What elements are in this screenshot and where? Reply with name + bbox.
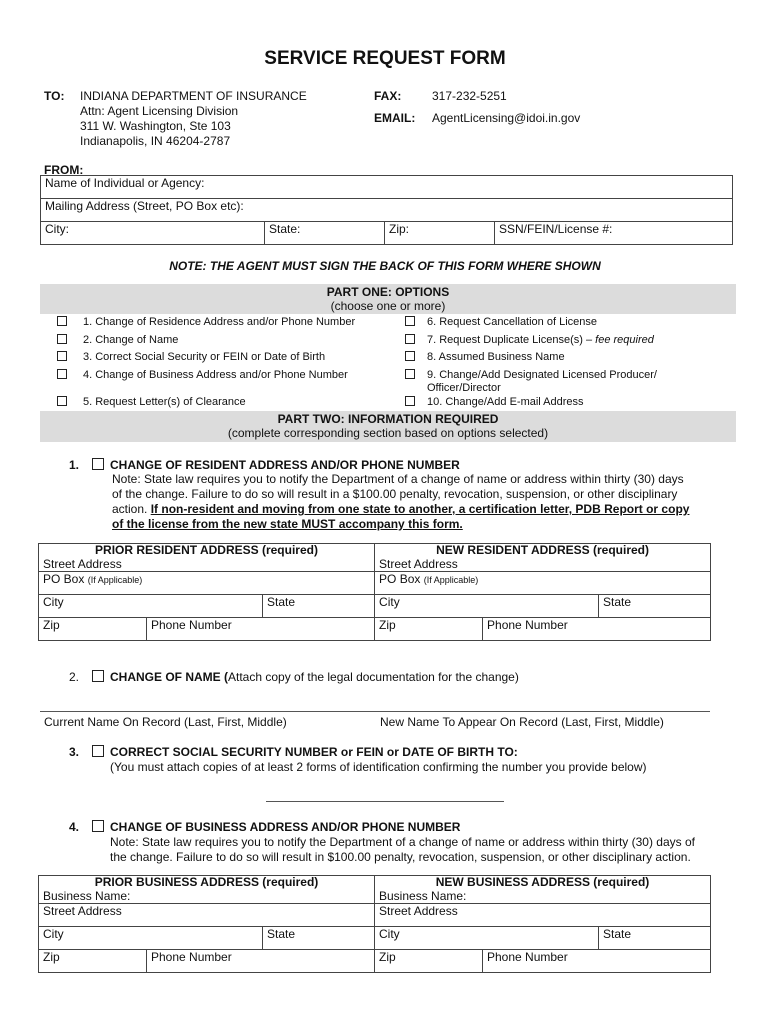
sec4-checkbox[interactable] — [92, 819, 104, 837]
prior-zip-cell[interactable]: Zip — [39, 618, 147, 641]
prior-pobox-cell[interactable]: PO Box (If Applicable) — [39, 572, 375, 595]
name-signature-line[interactable] — [40, 711, 710, 712]
new-biz-state-cell[interactable]: State — [599, 927, 711, 950]
part-two-subtitle: (complete corresponding section based on options selected) — [227, 426, 549, 440]
zip-field[interactable] — [385, 222, 495, 245]
name-label: Name of Individual or Agency: — [45, 176, 205, 190]
option-6-checkbox[interactable] — [405, 316, 415, 326]
prior-biz-city-cell[interactable]: City — [39, 927, 263, 950]
sec1-note-1: Note: State law requires you to notify the Department of a change of name or address within thirty (30) days — [112, 472, 684, 486]
from-table — [40, 175, 733, 245]
new-name-label: New Name To Appear On Record (Last, First, Middle) — [380, 715, 664, 729]
new-phone-cell[interactable]: Phone Number — [483, 618, 711, 641]
sec4-checkbox-box[interactable] — [92, 820, 104, 832]
to-line-3: 311 W. Washington, Ste 103 — [80, 119, 231, 133]
part-two-title: PART TWO: INFORMATION REQUIRED — [277, 412, 499, 426]
sec1-note-2: of the change. Failure to do so will result in a $100.00 penalty, revocation, suspension, or other disciplinary — [112, 487, 678, 501]
ssn-field[interactable] — [495, 222, 733, 245]
option-2-checkbox[interactable] — [57, 334, 67, 344]
prior-resident-head: PRIOR RESIDENT ADDRESS (required) — [95, 543, 318, 557]
option-9[interactable]: 9. Change/Add Designated Licensed Producer/ — [405, 369, 415, 383]
new-state-cell[interactable]: State — [599, 595, 711, 618]
sec3-checkbox[interactable] — [92, 744, 104, 762]
prior-business-cell[interactable] — [39, 876, 375, 904]
sec1-note-4: of the license from the new state MUST accompany this form. — [112, 517, 463, 531]
option-1-checkbox[interactable] — [57, 316, 67, 326]
part-one-title: PART ONE: OPTIONS — [326, 285, 450, 299]
part-one-subtitle: (choose one or more) — [330, 299, 446, 313]
sec1-checkbox-box[interactable] — [92, 458, 104, 470]
prior-state-cell[interactable]: State — [263, 595, 375, 618]
prior-resident-cell[interactable] — [39, 544, 375, 572]
new-business-name-label: Business Name: — [379, 889, 467, 903]
new-biz-street-cell[interactable]: Street Address — [375, 904, 711, 927]
option-7[interactable]: 7. Request Duplicate License(s) – fee required — [405, 334, 415, 348]
option-5-checkbox[interactable] — [57, 396, 67, 406]
sec2-number: 2. — [69, 670, 80, 684]
state-field[interactable] — [265, 222, 385, 245]
current-name-label: Current Name On Record (Last, First, Middle) — [44, 715, 287, 729]
sec1-heading: CHANGE OF RESIDENT ADDRESS AND/OR PHONE NUMBER — [110, 458, 460, 472]
fax-number: 317-232-5251 — [432, 89, 507, 103]
email-address: AgentLicensing@idoi.in.gov — [432, 111, 581, 125]
to-line-4: Indianapolis, IN 46204-2787 — [80, 134, 231, 148]
option-10[interactable]: 10. Change/Add E-mail Address — [405, 396, 415, 410]
new-biz-city-cell[interactable]: City — [375, 927, 599, 950]
new-business-cell[interactable] — [375, 876, 711, 904]
resident-address-table — [38, 543, 711, 641]
email-label: EMAIL: — [374, 111, 416, 125]
prior-street-label: Street Address — [43, 557, 122, 571]
city-field[interactable] — [41, 222, 265, 245]
sec2-heading: CHANGE OF NAME (Attach copy of the legal documentation for the change) — [110, 670, 519, 684]
name-field[interactable] — [41, 176, 733, 199]
mailing-label: Mailing Address (Street, PO Box etc): — [45, 199, 244, 213]
sec1-number: 1. — [69, 458, 80, 472]
city-label: City: — [45, 222, 69, 236]
sec3-number: 3. — [69, 745, 80, 759]
part-two-header — [40, 411, 736, 442]
sec4-heading: CHANGE OF BUSINESS ADDRESS AND/OR PHONE NUMBER — [110, 820, 461, 834]
sec3-heading: CORRECT SOCIAL SECURITY NUMBER or FEIN or DATE OF BIRTH TO: — [110, 745, 518, 759]
prior-biz-zip-cell[interactable]: Zip — [39, 950, 147, 973]
prior-business-head: PRIOR BUSINESS ADDRESS (required) — [94, 875, 319, 889]
to-label: TO: — [44, 89, 65, 103]
prior-city-cell[interactable]: City — [39, 595, 263, 618]
business-address-table — [38, 875, 711, 973]
sec3-note: (You must attach copies of at least 2 forms of identification confirming the number you provide below) — [110, 760, 647, 774]
new-business-head: NEW BUSINESS ADDRESS (required) — [435, 875, 650, 889]
mailing-field[interactable] — [41, 199, 733, 222]
option-9-line-2: Officer/Director — [427, 382, 501, 394]
sec4-note-1: Note: State law requires you to notify the Department of a change of name or address within thirty (30) days of — [110, 835, 695, 849]
new-city-cell[interactable]: City — [375, 595, 599, 618]
ssn-entry-line[interactable] — [266, 801, 504, 802]
option-4[interactable]: 4. Change of Business Address and/or Phone Number — [57, 369, 67, 383]
sec2-checkbox[interactable] — [92, 669, 104, 687]
prior-phone-cell[interactable]: Phone Number — [147, 618, 375, 641]
page-title: SERVICE REQUEST FORM — [264, 48, 506, 69]
option-6[interactable]: 6. Request Cancellation of License — [405, 316, 415, 330]
new-resident-cell[interactable] — [375, 544, 711, 572]
new-pobox-cell[interactable]: PO Box (If Applicable) — [375, 572, 711, 595]
prior-biz-street-cell[interactable]: Street Address — [39, 904, 375, 927]
option-3-checkbox[interactable] — [57, 351, 67, 361]
option-7-checkbox[interactable] — [405, 334, 415, 344]
option-9-checkbox[interactable] — [405, 369, 415, 379]
new-biz-zip-cell[interactable]: Zip — [375, 950, 483, 973]
option-4-checkbox[interactable] — [57, 369, 67, 379]
fee-required-note: – fee required — [582, 334, 654, 346]
sec1-note-3: action. If non-resident and moving from one state to another, a certification letter, PDB Report or copy — [112, 502, 690, 516]
option-2[interactable]: 2. Change of Name — [57, 334, 67, 348]
ssn-label: SSN/FEIN/License #: — [499, 222, 613, 236]
sec2-checkbox-box[interactable] — [92, 670, 104, 682]
prior-biz-state-cell[interactable]: State — [263, 927, 375, 950]
prior-business-name-label: Business Name: — [43, 889, 131, 903]
option-5[interactable]: 5. Request Letter(s) of Clearance — [57, 396, 67, 410]
zip-label: Zip: — [389, 222, 410, 236]
new-resident-head: NEW RESIDENT ADDRESS (required) — [436, 543, 649, 557]
to-line-2: Attn: Agent Licensing Division — [80, 104, 239, 118]
from-label: FROM: — [44, 163, 84, 177]
sec4-note-2: the change. Failure to do so will result in $100.00 penalty, revocation, suspension, or other disciplinary action. — [110, 850, 691, 864]
state-label: State: — [269, 222, 301, 236]
new-biz-phone-cell[interactable]: Phone Number — [483, 950, 711, 973]
part-one-header — [40, 284, 736, 314]
option-8[interactable]: 8. Assumed Business Name — [405, 351, 415, 365]
sec1-checkbox[interactable] — [92, 457, 104, 475]
to-line-1: INDIANA DEPARTMENT OF INSURANCE — [80, 89, 307, 103]
fax-label: FAX: — [374, 89, 402, 103]
sec4-number: 4. — [69, 820, 80, 834]
new-zip-cell[interactable]: Zip — [375, 618, 483, 641]
option-1[interactable]: 1. Change of Residence Address and/or Phone Number — [57, 316, 67, 330]
sign-note: NOTE: THE AGENT MUST SIGN THE BACK OF THIS FORM WHERE SHOWN — [169, 259, 601, 273]
option-8-checkbox[interactable] — [405, 351, 415, 361]
sec3-checkbox-box[interactable] — [92, 745, 104, 757]
option-3[interactable]: 3. Correct Social Security or FEIN or Date of Birth — [57, 351, 67, 365]
prior-biz-phone-cell[interactable]: Phone Number — [147, 950, 375, 973]
new-street-label: Street Address — [379, 557, 458, 571]
option-10-checkbox[interactable] — [405, 396, 415, 406]
